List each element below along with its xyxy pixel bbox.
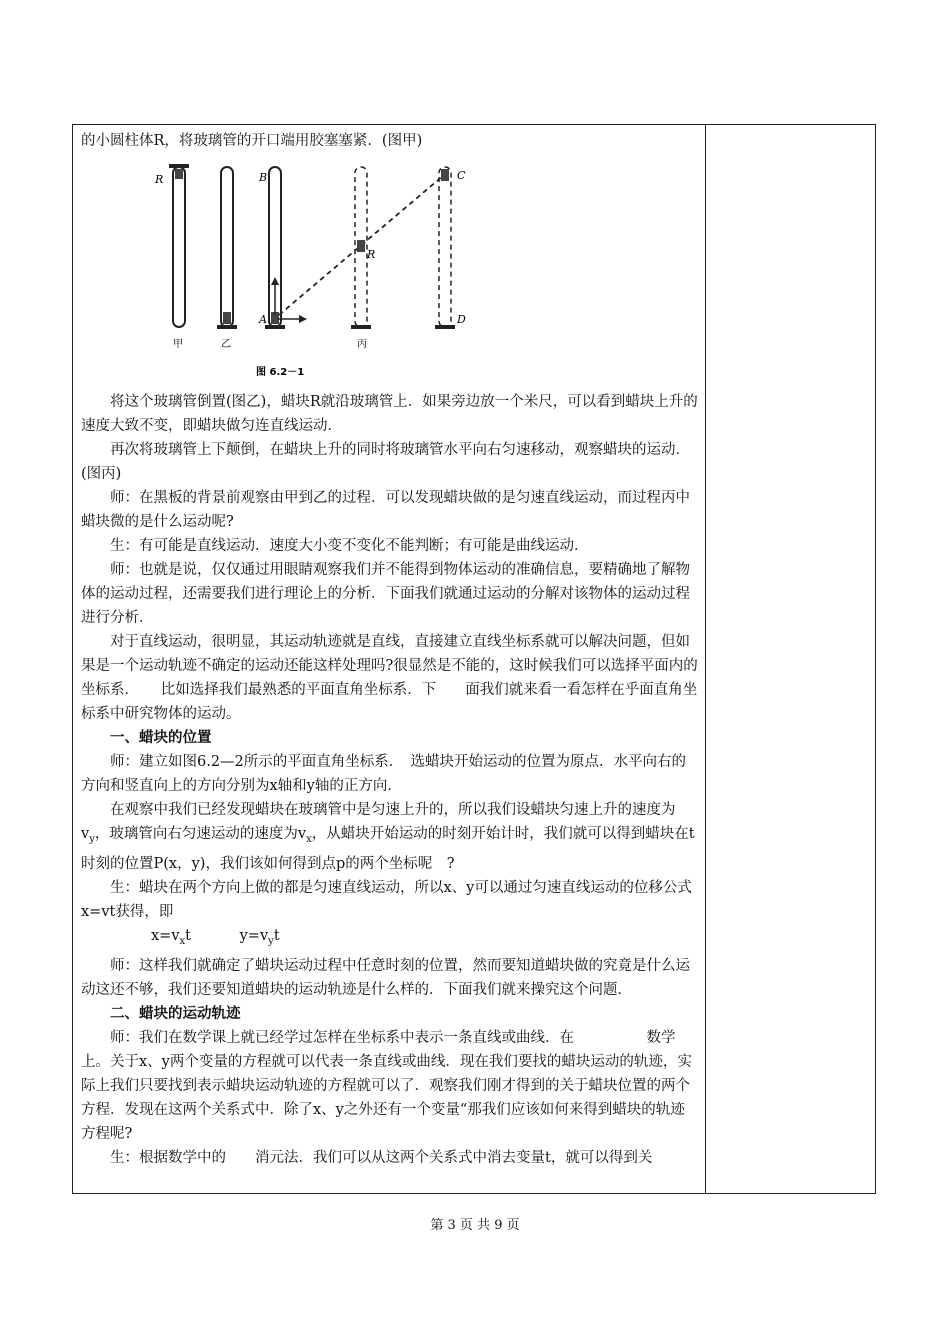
- stopper: [265, 325, 285, 329]
- tube-yi: [221, 167, 233, 327]
- label-c: C: [457, 169, 466, 182]
- text-run: 在观察中我们已经发现蜡块在玻璃管中是匀速上升的，所以我们设蜡块匀速上升的速度为v: [81, 802, 676, 842]
- tube-dashed-right: [439, 167, 451, 327]
- label-r: R: [155, 173, 164, 186]
- paragraph: 将这个玻璃管倒置(图乙)，蜡块R就沿玻璃管上．如果旁边放一个米尺，可以看到蜡块上升的速度大致不变，即蜡块做匀连直线运动．: [81, 394, 698, 434]
- stopper: [435, 325, 455, 329]
- paragraph: 师：也就是说，仅仅通过用眼睛观察我们并不能得到物体运动的准确信息，要精确地了解物体的运动过程，还需要我们进行理论上的分析．下面我们就通过运动的分解对该物体的运动过程进行分析．: [81, 562, 690, 626]
- paragraph: [81, 798, 699, 876]
- text-run: y=v: [239, 927, 269, 944]
- section-heading: 二、蜡块的运动轨迹: [110, 1005, 241, 1022]
- subscript: y: [268, 935, 274, 947]
- paragraph: 再次将玻璃管上下颠倒，在蜡块上升的同时将玻璃管水平向右匀速移动，观察蜡块的运动．(图丙): [81, 442, 690, 482]
- caption-jia: 甲: [173, 339, 183, 350]
- lesson-table: [72, 124, 876, 1194]
- paragraph: 师：这样我们就确定了蜡块运动过程中任意时刻的位置，然而要知道蜡块做的究竟是什么运动这还不够，我们还要知道蜡块的运动轨迹是什么样的．下面我们就来操究这个问题．: [81, 957, 690, 998]
- section-heading: 一、蜡块的位置: [110, 730, 212, 746]
- paragraph: 师：建立如图6.2—2所示的平面直角坐标系． 选蜡块开始运动的位置为原点．水平向右的方向和竖直向上的方向分别为x轴和y轴的正方向．: [81, 754, 687, 794]
- page-footer: 第 3 页 共 9 页: [430, 1218, 520, 1233]
- paragraph: 生：蜡块在两个方向上做的都是匀速直线运动，所以x、y可以通过匀速直线运动的位移公式x=vt获得，即: [81, 879, 692, 920]
- label-b: B: [259, 171, 268, 184]
- wax-block: [441, 169, 449, 181]
- caption-yi: 乙: [221, 339, 231, 350]
- caption-bing: 丙: [357, 339, 367, 350]
- text-run: ，玻璃管向右匀速运动的速度为v: [94, 826, 307, 842]
- text-run: t: [185, 927, 191, 944]
- subscript: x: [306, 833, 312, 845]
- formula-line: [81, 924, 699, 954]
- wax-block: [175, 169, 183, 179]
- stopper: [217, 325, 237, 329]
- paragraph: 生：有可能是直线运动．速度大小变不变化不能判断；有可能是曲线运动．: [110, 538, 589, 554]
- label-a: A: [259, 313, 267, 326]
- arrow-head: [271, 277, 279, 285]
- wax-block: [223, 312, 231, 324]
- text-run: x=v: [151, 927, 180, 944]
- formula-x: [151, 924, 191, 954]
- subscript: y: [89, 833, 95, 845]
- glass-tube-diagram: [111, 155, 471, 380]
- lesson-content-cell: [81, 129, 699, 1170]
- text-run: ，从蜡块开始运动的时刻开始计时，我们就可以得到蜡块在t时刻的位置P(x，y)，我们该如何得到点p的两个坐标呢 ?: [81, 826, 695, 872]
- paragraph: 对于直线运动，很明显，其运动轨迹就是直线，直接建立直线坐标系就可以解决问题，但如果是一个运动轨迹不确定的运动还能这样处理吗?很显然是不能的，这时候我们可以选择平面内的坐标系． 比如选择我们最熟悉的平面直角坐标系．下 面我们就来看一看怎样在乎面直角坐标系中研究物体的运动。: [81, 634, 698, 722]
- wax-block: [357, 240, 365, 252]
- tube-jia: [173, 167, 185, 327]
- stopper: [169, 164, 189, 168]
- subscript: x: [179, 935, 186, 947]
- paragraph: 生：根据数学中的 消元法．我们可以从这两个关系式中消去变量t，就可以得到关: [110, 1149, 653, 1166]
- stopper: [351, 325, 371, 329]
- paragraph: 师：我们在数学课上就已经学过怎样在坐标系中表示一条直线或曲线．在 数学上。关于x、y两个变量的方程就可以代表一条直线或曲线．现在我们要找的蜡块运动的轨迹，实际上我们只要找到表示蜡块运动轨迹的方程就可以了．观察我们刚才得到的关于蜡块位置的两个方程．发现在这两个关系式中．除了x、y之外还有一个变量“那我们应该如何来得到蜡块的轨迹方程呢?: [81, 1029, 692, 1142]
- paragraph: 师：在黑板的背景前观察由甲到乙的过程．可以发现蜡块做的是匀速直线运动，而过程丙中蜡块微的是什么运动呢?: [81, 490, 690, 530]
- arrow-head: [299, 315, 307, 323]
- label-r: R: [367, 248, 376, 261]
- column-divider: [705, 125, 706, 1193]
- figure-title: 图 6.2－1: [256, 367, 305, 378]
- text-run: t: [273, 927, 280, 944]
- label-d: D: [457, 313, 466, 326]
- figure-6-2-1: [111, 155, 471, 380]
- formula-y: [240, 924, 280, 954]
- paragraph: 的小圆柱体R，将玻璃管的开口端用胶塞塞紧．(图甲): [81, 133, 423, 149]
